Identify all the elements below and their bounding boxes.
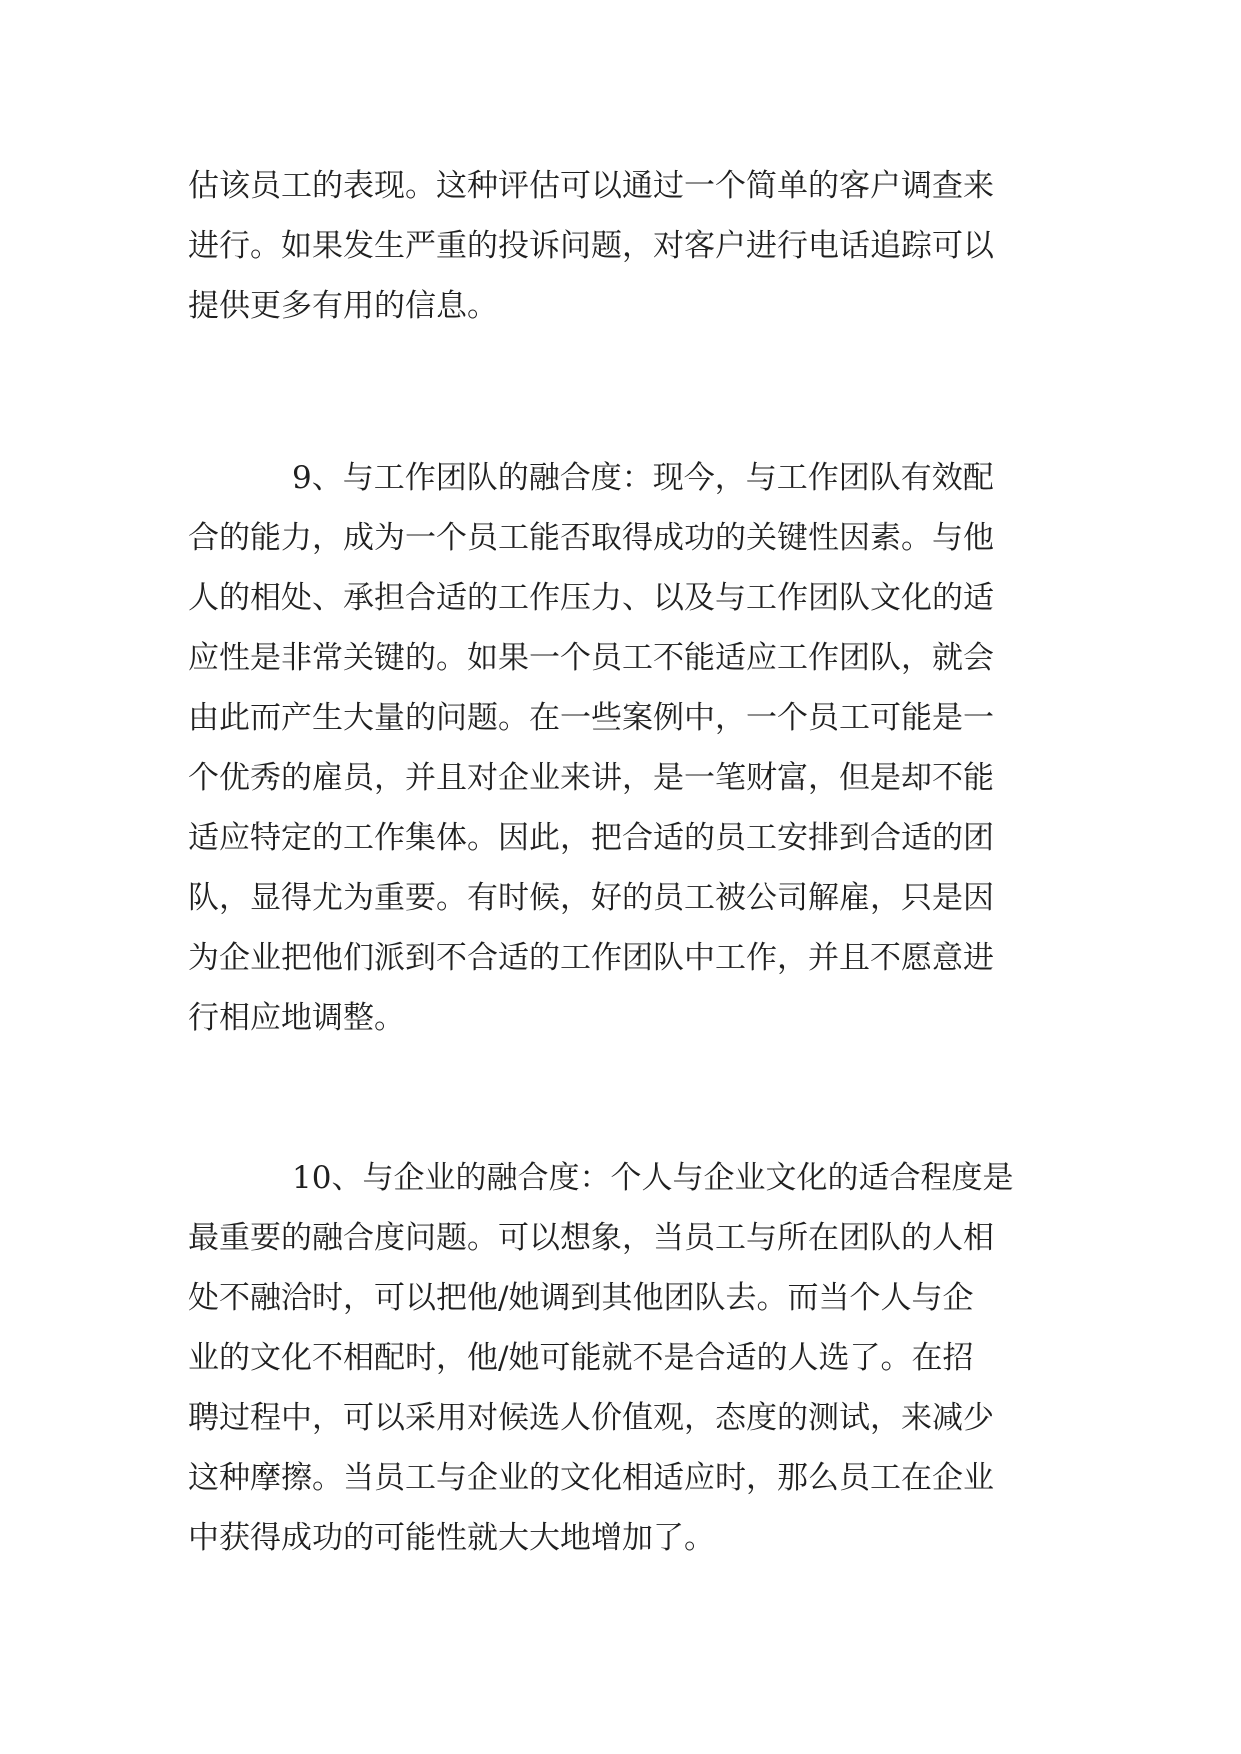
text-line: 为企业把他们派到不合适的工作团队中工作，并且不愿意进 — [188, 940, 994, 976]
text-line: 由此而产生大量的问题。在一些案例中，一个员工可能是一 — [188, 700, 994, 736]
paragraph-customer-evaluation — [188, 156, 1058, 336]
text-line: 这种摩擦。当员工与企业的文化相适应时，那么员工在企业 — [188, 1460, 994, 1496]
text-line: 个优秀的雇员，并且对企业来讲，是一笔财富，但是却不能 — [188, 760, 994, 796]
text-line: 队，显得尤为重要。有时候，好的员工被公司解雇，只是因 — [188, 880, 994, 916]
text-line: 行相应地调整。 — [188, 1000, 405, 1036]
text-line: 进行。如果发生严重的投诉问题，对客户进行电话追踪可以 — [188, 228, 994, 264]
text-line: 人的相处、承担合适的工作压力、以及与工作团队文化的适 — [188, 580, 994, 616]
text-line: 聘过程中，可以采用对候选人价值观，态度的测试，来减少 — [188, 1400, 994, 1436]
paragraph-heading-line: 9、与工作团队的融合度：现今，与工作团队有效配 — [292, 460, 994, 496]
text-line: 处不融洽时，可以把他/她调到其他团队去。而当个人与企 — [188, 1280, 974, 1316]
text-line: 应性是非常关键的。如果一个员工不能适应工作团队，就会 — [188, 640, 994, 676]
paragraph-company-fit — [188, 1148, 1058, 1568]
text-line: 估该员工的表现。这种评估可以通过一个简单的客户调查来 — [188, 168, 994, 204]
text-line: 合的能力，成为一个员工能否取得成功的关键性因素。与他 — [188, 520, 994, 556]
text-line: 提供更多有用的信息。 — [188, 288, 498, 324]
text-line: 业的文化不相配时，他/她可能就不是合适的人选了。在招 — [188, 1340, 974, 1376]
paragraph-team-fit — [188, 448, 1058, 1048]
text-line: 中获得成功的可能性就大大地增加了。 — [188, 1520, 715, 1556]
paragraph-heading-line: 10、与企业的融合度：个人与企业文化的适合程度是 — [292, 1160, 1014, 1196]
text-line: 最重要的融合度问题。可以想象，当员工与所在团队的人相 — [188, 1220, 994, 1256]
text-line: 适应特定的工作集体。因此，把合适的员工安排到合适的团 — [188, 820, 994, 856]
